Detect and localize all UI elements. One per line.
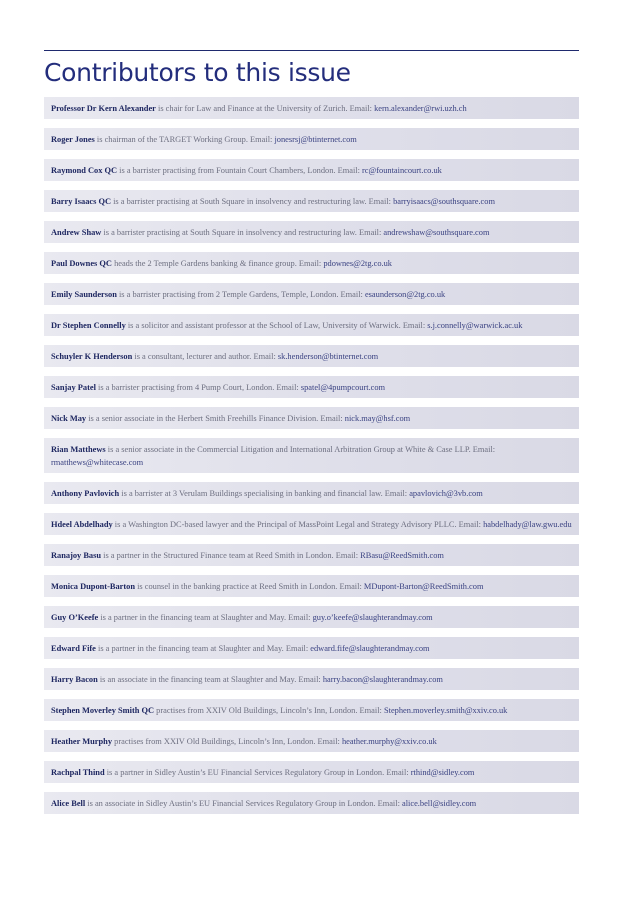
contributor-name: Guy O’Keefe [51, 612, 99, 622]
contributor-name: Raymond Cox QC [51, 165, 118, 175]
contributor-name: Professor Dr Kern Alexander [51, 103, 156, 113]
contributor-text [51, 549, 444, 562]
contributor-entry [44, 314, 579, 336]
contributor-description: is an associate in the financing team at Slaughter and May. [99, 674, 297, 684]
contributor-email[interactable]: esaunderson@2tg.co.uk [364, 289, 446, 299]
email-label: Email: [472, 444, 496, 454]
contributor-email[interactable]: s.j.connelly@warwick.ac.uk [427, 320, 523, 330]
contributor-text [51, 381, 385, 394]
contributor-text [51, 580, 483, 593]
contributor-name: Ranajoy Basu [51, 550, 102, 560]
contributor-description: is a senior associate in the Commercial Litigation and International Arbitration Group at White & Case LLP. [107, 444, 471, 454]
contributor-description: is a Washington DC-based lawyer and the Principal of MassPoint Legal and Strategy Advisory PLLC. [114, 519, 457, 529]
contributor-description: is a partner in the financing team at Slaughter and May. [100, 612, 287, 622]
contributor-name: Edward Fife [51, 643, 96, 653]
email-label: Email: [276, 382, 299, 392]
contributor-email[interactable]: harry.bacon@slaughterandmay.com [322, 674, 443, 684]
contributor-name: Schuyler K Henderson [51, 351, 133, 361]
email-label: Email: [317, 736, 340, 746]
contributor-description: is a partner in the Structured Finance team at Reed Smith in London. [103, 550, 334, 560]
contributor-email[interactable]: andrewshaw@southsquare.com [383, 227, 490, 237]
contributor-entry [44, 544, 579, 566]
contributor-name: Hdeel Abdelhady [51, 519, 113, 529]
contributor-text [51, 443, 572, 469]
contributor-text [51, 133, 357, 146]
contributor-text [51, 797, 476, 810]
page-title: Contributors to this issue [44, 58, 351, 87]
contributors-list [44, 97, 579, 823]
contributor-name: Alice Bell [51, 798, 86, 808]
contributor-description: is counsel in the banking practice at Reed Smith in London. [137, 581, 338, 591]
contributor-email[interactable]: edward.fife@slaughterandmay.com [310, 643, 430, 653]
contributor-description: is a senior associate in the Herbert Smith Freehills Finance Division. [88, 413, 319, 423]
contributor-entry [44, 761, 579, 783]
contributor-text [51, 257, 392, 270]
contributor-name: Barry Isaacs QC [51, 196, 112, 206]
contributor-description: is chair for Law and Finance at the University of Zurich. [158, 103, 348, 113]
contributor-name: Nick May [51, 413, 87, 423]
contributor-name: Andrew Shaw [51, 227, 102, 237]
contributor-description: is a barrister practising from 4 Pump Court, London. [98, 382, 275, 392]
contributor-text [51, 487, 483, 500]
contributor-name: Rian Matthews [51, 444, 106, 454]
contributor-text [51, 164, 442, 177]
contributor-text [51, 766, 474, 779]
email-label: Email: [253, 351, 276, 361]
contributor-description: is a barrister practising at South Square in insolvency and restructuring law. [113, 196, 367, 206]
contributor-name: Monica Dupont-Barton [51, 581, 135, 591]
email-label: Email: [359, 705, 382, 715]
contributor-description: practises from XXIV Old Buildings, Lincoln’s Inn, London. [156, 705, 358, 715]
contributor-email[interactable]: jonesrsj@btinternet.com [274, 134, 357, 144]
contributor-text [51, 350, 378, 363]
contributor-description: practises from XXIV Old Buildings, Lincoln’s Inn, London. [114, 736, 316, 746]
contributor-entry [44, 668, 579, 690]
contributor-text [51, 704, 507, 717]
email-label: Email: [285, 643, 309, 653]
contributor-entry [44, 345, 579, 367]
email-label: Email: [298, 674, 321, 684]
contributor-text [51, 642, 430, 655]
contributor-description: is a barrister practising at South Square in insolvency and restructuring law. [103, 227, 357, 237]
email-label: Email: [384, 488, 408, 498]
contributor-email[interactable]: habdelhady@law.gwu.edu [483, 519, 572, 529]
email-label: Email: [339, 581, 362, 591]
contributor-entry [44, 438, 579, 473]
email-label: Email: [377, 798, 400, 808]
contributor-email[interactable]: sk.henderson@btinternet.com [277, 351, 379, 361]
contributor-email[interactable]: apavlovich@3vb.com [409, 488, 483, 498]
email-label: Email: [340, 289, 363, 299]
contributor-name: Emily Saunderson [51, 289, 117, 299]
contributor-entry [44, 190, 579, 212]
contributor-email[interactable]: rmatthews@whitecase.com [51, 457, 144, 467]
contributor-email[interactable]: MDupont-Barton@ReedSmith.com [363, 581, 484, 591]
contributor-email[interactable]: RBasu@ReedSmith.com [360, 550, 444, 560]
contributor-email[interactable]: pdownes@2tg.co.uk [323, 258, 392, 268]
contributor-email[interactable]: barryisaacs@southsquare.com [393, 196, 495, 206]
contributor-entry [44, 637, 579, 659]
email-label: Email: [386, 767, 409, 777]
contributor-description: is an associate in Sidley Austin’s EU Financial Services Regulatory Group in London. [87, 798, 376, 808]
contributor-email[interactable]: nick.may@hsf.com [344, 413, 411, 423]
contributor-description: heads the 2 Temple Gardens banking & finance group. [114, 258, 297, 268]
contributor-entry [44, 482, 579, 504]
contributor-email[interactable]: spatel@4pumpcourt.com [300, 382, 386, 392]
contributor-entry [44, 407, 579, 429]
contributor-email[interactable]: rthind@sidley.com [410, 767, 475, 777]
contributor-description: is chairman of the TARGET Working Group. [96, 134, 248, 144]
contributor-entry [44, 252, 579, 274]
contributor-description: is a solicitor and assistant professor at the School of Law, University of Warwick. [127, 320, 401, 330]
contributor-text [51, 319, 522, 332]
email-label: Email: [298, 258, 322, 268]
contributor-entry [44, 376, 579, 398]
contributor-text [51, 226, 489, 239]
contributor-text [51, 195, 495, 208]
contributor-text [51, 518, 572, 531]
contributor-description: is a barrister practising from Fountain Court Chambers, London. [119, 165, 336, 175]
contributor-email[interactable]: alice.bell@sidley.com [402, 798, 477, 808]
email-label: Email: [320, 413, 343, 423]
email-label: Email: [337, 165, 360, 175]
contributor-text [51, 611, 433, 624]
contributor-text [51, 673, 443, 686]
email-label: Email: [349, 103, 372, 113]
contributor-entry [44, 575, 579, 597]
contributor-entry [44, 730, 579, 752]
email-label: Email: [368, 196, 391, 206]
contributor-description: is a barrister practising from 2 Temple Gardens, Temple, London. [118, 289, 339, 299]
contributor-description: is a consultant, lecturer and author. [134, 351, 252, 361]
contributor-entry [44, 283, 579, 305]
contributor-text [51, 102, 467, 115]
contributor-name: Sanjay Patel [51, 382, 96, 392]
contributor-text [51, 412, 410, 425]
contributor-entry [44, 606, 579, 628]
contributor-text [51, 288, 445, 301]
contributor-email[interactable]: Stephen.moverley.smith@xxiv.co.uk [383, 705, 508, 715]
contributor-email[interactable]: rc@fountaincourt.co.uk [362, 165, 442, 175]
contributor-entry [44, 97, 579, 119]
contributor-description: is a barrister at 3 Verulam Buildings specialising in banking and financial law. [121, 488, 383, 498]
contributor-description: is a partner in the financing team at Slaughter and May. [98, 643, 284, 653]
email-label: Email: [288, 612, 311, 622]
contributor-entry [44, 699, 579, 721]
contributor-entry [44, 128, 579, 150]
contributor-entry [44, 513, 579, 535]
contributor-text [51, 735, 437, 748]
contributor-email[interactable]: heather.murphy@xxiv.co.uk [341, 736, 437, 746]
email-label: Email: [458, 519, 481, 529]
contributor-description: is a partner in Sidley Austin’s EU Financial Services Regulatory Group in London. [106, 767, 385, 777]
email-label: Email: [335, 550, 359, 560]
contributor-name: Heather Murphy [51, 736, 113, 746]
email-label: Email: [358, 227, 382, 237]
top-rule [44, 50, 579, 51]
contributor-email[interactable]: guy.o’keefe@slaughterandmay.com [312, 612, 433, 622]
contributor-name: Stephen Moverley Smith QC [51, 705, 155, 715]
contributor-entry [44, 221, 579, 243]
email-label: Email: [402, 320, 426, 330]
contributor-name: Paul Downes QC [51, 258, 112, 268]
contributor-name: Harry Bacon [51, 674, 98, 684]
contributor-name: Roger Jones [51, 134, 95, 144]
contributor-email[interactable]: kern.alexander@rwi.uzh.ch [374, 103, 467, 113]
contributor-name: Anthony Pavlovich [51, 488, 120, 498]
email-label: Email: [250, 134, 273, 144]
contributor-entry [44, 792, 579, 814]
contributor-entry [44, 159, 579, 181]
contributor-name: Rachpal Thind [51, 767, 105, 777]
contributor-name: Dr Stephen Connelly [51, 320, 126, 330]
